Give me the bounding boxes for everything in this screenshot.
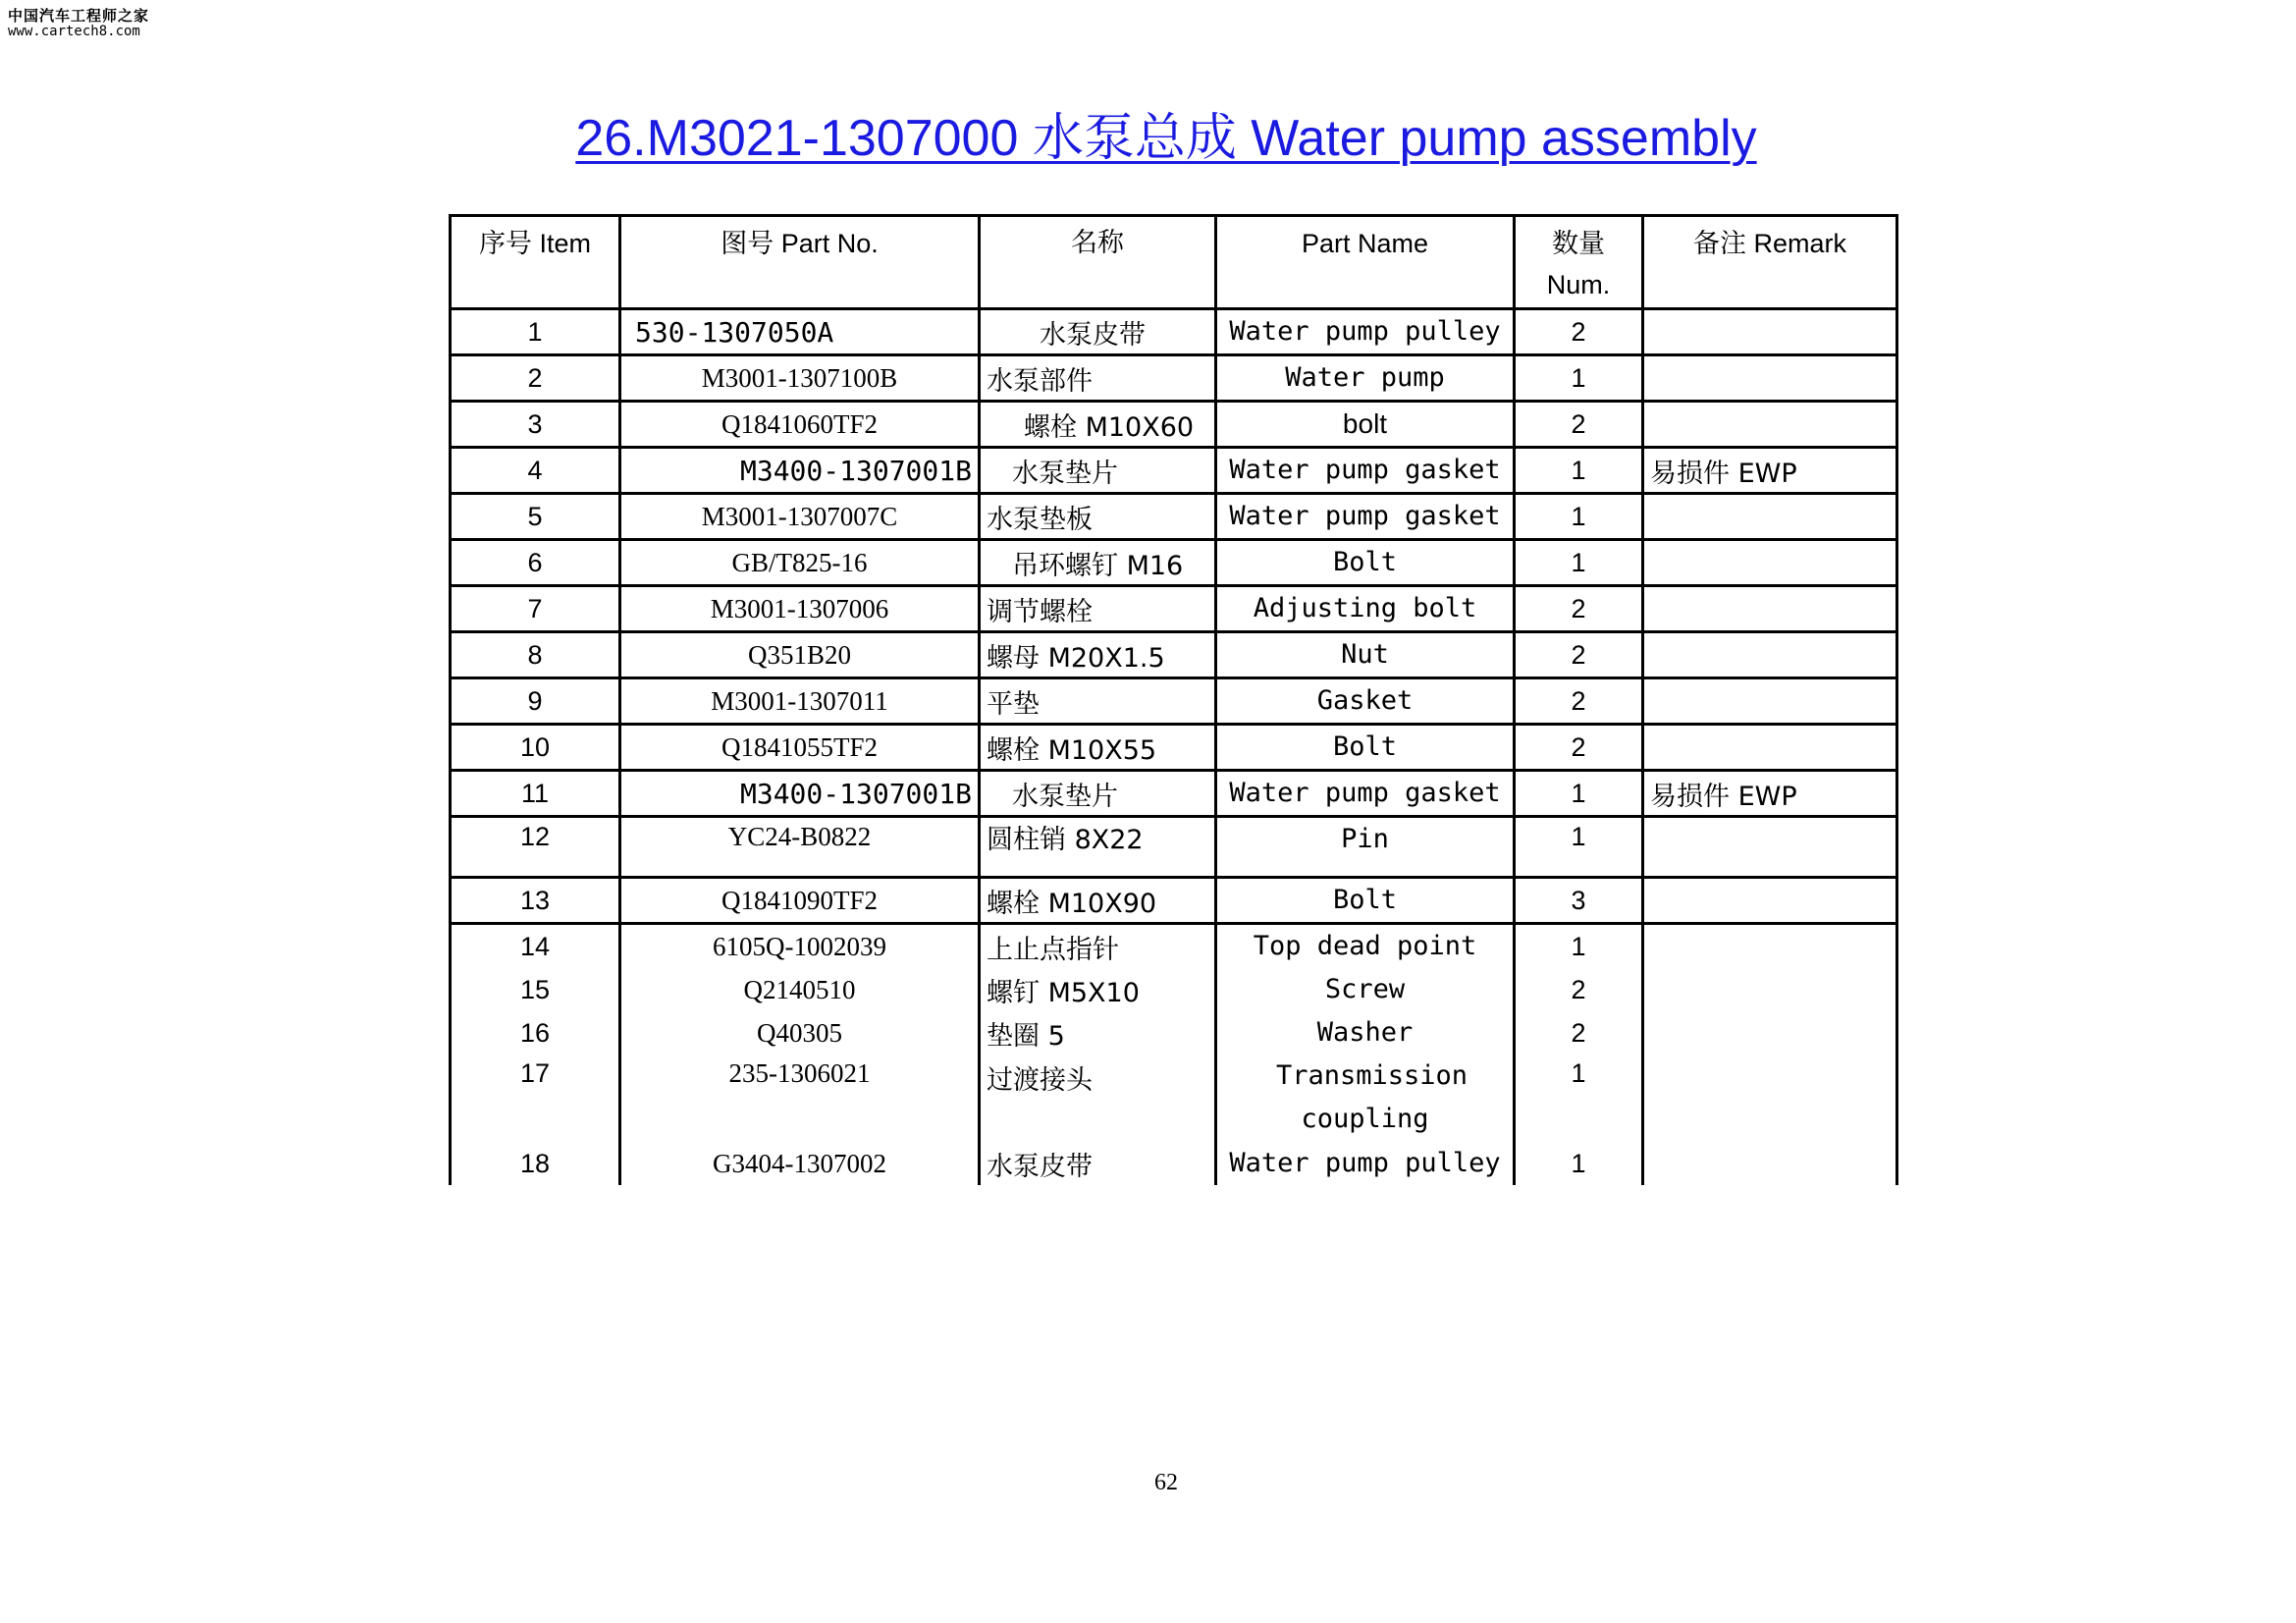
cell-item: 7 bbox=[451, 586, 620, 632]
table-row bbox=[451, 1142, 1897, 1185]
cell-name-cn: 水泵部件 bbox=[980, 355, 1216, 402]
table-row bbox=[451, 632, 1897, 678]
cell-remark: 易损件 EWP bbox=[1643, 771, 1897, 817]
cell-item: 15 bbox=[451, 968, 620, 1011]
header-num: 数量 Num. bbox=[1515, 216, 1643, 309]
cell-part-name: Gasket bbox=[1216, 678, 1515, 725]
header-part-name: Part Name bbox=[1216, 216, 1515, 309]
cell-part-name: Bolt bbox=[1216, 540, 1515, 586]
cell-num: 1 bbox=[1515, 1055, 1643, 1142]
cell-name-cn: 螺钉 M5X10 bbox=[980, 968, 1216, 1011]
cell-part-name: Pin bbox=[1216, 817, 1515, 878]
table-row bbox=[451, 448, 1897, 494]
cell-part-no: Q351B20 bbox=[620, 632, 980, 678]
cell-part-no: M3001-1307006 bbox=[620, 586, 980, 632]
table-row bbox=[451, 1055, 1897, 1142]
cell-num: 2 bbox=[1515, 678, 1643, 725]
table-row bbox=[451, 968, 1897, 1011]
cell-remark bbox=[1643, 968, 1897, 1011]
table-row bbox=[451, 355, 1897, 402]
cell-item: 10 bbox=[451, 725, 620, 771]
cell-part-no: 6105Q-1002039 bbox=[620, 924, 980, 969]
document-title[interactable]: 26.M3021-1307000 水泵总成 Water pump assembly bbox=[575, 110, 1757, 167]
cell-part-no: 235-1306021 bbox=[620, 1055, 980, 1142]
cell-part-name: Top dead point bbox=[1216, 924, 1515, 969]
cell-item: 4 bbox=[451, 448, 620, 494]
cell-part-name: Bolt bbox=[1216, 725, 1515, 771]
cell-remark bbox=[1643, 1011, 1897, 1055]
cell-name-cn: 吊环螺钉 M16 bbox=[980, 540, 1216, 586]
cell-num: 1 bbox=[1515, 494, 1643, 540]
cell-part-name: Water pump gasket bbox=[1216, 771, 1515, 817]
cell-item: 13 bbox=[451, 878, 620, 924]
cell-name-cn: 水泵垫片 bbox=[980, 771, 1216, 817]
cell-remark bbox=[1643, 309, 1897, 355]
cell-num: 1 bbox=[1515, 817, 1643, 878]
cell-part-name: Water pump bbox=[1216, 355, 1515, 402]
cell-item: 1 bbox=[451, 309, 620, 355]
cell-remark bbox=[1643, 586, 1897, 632]
cell-remark bbox=[1643, 924, 1897, 969]
cell-name-cn: 平垫 bbox=[980, 678, 1216, 725]
cell-item: 2 bbox=[451, 355, 620, 402]
cell-part-name: Transmission coupling bbox=[1216, 1055, 1515, 1142]
cell-part-no: M3001-1307100B bbox=[620, 355, 980, 402]
cell-remark bbox=[1643, 402, 1897, 448]
cell-item: 3 bbox=[451, 402, 620, 448]
cell-item: 17 bbox=[451, 1055, 620, 1142]
cell-item: 9 bbox=[451, 678, 620, 725]
table-row bbox=[451, 725, 1897, 771]
cell-num: 1 bbox=[1515, 1142, 1643, 1185]
cell-part-name: Adjusting bolt bbox=[1216, 586, 1515, 632]
cell-part-no: 530-1307050A bbox=[620, 309, 980, 355]
cell-num: 2 bbox=[1515, 586, 1643, 632]
cell-part-name: Bolt bbox=[1216, 878, 1515, 924]
cell-num: 1 bbox=[1515, 355, 1643, 402]
header-part-no: 图号 Part No. bbox=[620, 216, 980, 309]
cell-name-cn: 水泵皮带 bbox=[980, 1142, 1216, 1185]
table-row bbox=[451, 878, 1897, 924]
cell-part-name: Washer bbox=[1216, 1011, 1515, 1055]
cell-remark bbox=[1643, 725, 1897, 771]
cell-num: 1 bbox=[1515, 924, 1643, 969]
cell-part-no: Q1841090TF2 bbox=[620, 878, 980, 924]
table-row bbox=[451, 586, 1897, 632]
cell-item: 5 bbox=[451, 494, 620, 540]
cell-part-name: Water pump gasket bbox=[1216, 448, 1515, 494]
cell-part-no: M3001-1307011 bbox=[620, 678, 980, 725]
table-row bbox=[451, 817, 1897, 878]
cell-name-cn: 螺栓 M10X55 bbox=[980, 725, 1216, 771]
cell-name-cn: 上止点指针 bbox=[980, 924, 1216, 969]
cell-item: 16 bbox=[451, 1011, 620, 1055]
cell-part-name: Water pump pulley bbox=[1216, 309, 1515, 355]
cell-name-cn: 水泵垫板 bbox=[980, 494, 1216, 540]
cell-num: 2 bbox=[1515, 1011, 1643, 1055]
cell-name-cn: 圆柱销 8X22 bbox=[980, 817, 1216, 878]
cell-item: 18 bbox=[451, 1142, 620, 1185]
cell-item: 14 bbox=[451, 924, 620, 969]
cell-num: 3 bbox=[1515, 878, 1643, 924]
header-item: 序号 Item bbox=[451, 216, 620, 309]
cell-remark bbox=[1643, 494, 1897, 540]
cell-part-no: YC24-B0822 bbox=[620, 817, 980, 878]
cell-part-no: Q1841055TF2 bbox=[620, 725, 980, 771]
header-remark: 备注 Remark bbox=[1643, 216, 1897, 309]
cell-item: 8 bbox=[451, 632, 620, 678]
cell-name-cn: 水泵皮带 bbox=[980, 309, 1216, 355]
cell-item: 6 bbox=[451, 540, 620, 586]
watermark-site-name: 中国汽车工程师之家 bbox=[8, 7, 150, 25]
cell-item: 12 bbox=[451, 817, 620, 878]
cell-num: 1 bbox=[1515, 540, 1643, 586]
cell-part-name: Water pump gasket bbox=[1216, 494, 1515, 540]
cell-name-cn: 螺栓 M10X60 bbox=[980, 402, 1216, 448]
table-row bbox=[451, 402, 1897, 448]
header-name-cn: 名称 bbox=[980, 216, 1216, 309]
cell-name-cn: 螺栓 M10X90 bbox=[980, 878, 1216, 924]
cell-name-cn: 调节螺栓 bbox=[980, 586, 1216, 632]
cell-num: 2 bbox=[1515, 968, 1643, 1011]
cell-remark bbox=[1643, 540, 1897, 586]
table-header-row bbox=[451, 216, 1897, 309]
cell-part-no: M3001-1307007C bbox=[620, 494, 980, 540]
cell-part-no: GB/T825-16 bbox=[620, 540, 980, 586]
table-row bbox=[451, 924, 1897, 969]
cell-part-name: Water pump pulley bbox=[1216, 1142, 1515, 1185]
cell-part-name: Nut bbox=[1216, 632, 1515, 678]
cell-remark bbox=[1643, 632, 1897, 678]
cell-part-no: Q40305 bbox=[620, 1011, 980, 1055]
table-row bbox=[451, 309, 1897, 355]
cell-remark: 易损件 EWP bbox=[1643, 448, 1897, 494]
cell-item: 11 bbox=[451, 771, 620, 817]
cell-num: 1 bbox=[1515, 771, 1643, 817]
parts-table bbox=[449, 214, 1898, 1185]
cell-part-no: Q1841060TF2 bbox=[620, 402, 980, 448]
table-row bbox=[451, 678, 1897, 725]
cell-num: 2 bbox=[1515, 632, 1643, 678]
cell-name-cn: 水泵垫片 bbox=[980, 448, 1216, 494]
table-row bbox=[451, 494, 1897, 540]
cell-part-no: M3400-1307001B bbox=[620, 448, 980, 494]
table-row bbox=[451, 540, 1897, 586]
watermark-url: www.cartech8.com bbox=[8, 23, 140, 39]
cell-part-name: Screw bbox=[1216, 968, 1515, 1011]
table-row bbox=[451, 1011, 1897, 1055]
cell-num: 2 bbox=[1515, 309, 1643, 355]
cell-part-no: G3404-1307002 bbox=[620, 1142, 980, 1185]
watermark bbox=[8, 8, 149, 39]
cell-part-no: M3400-1307001B bbox=[620, 771, 980, 817]
cell-remark bbox=[1643, 1055, 1897, 1142]
cell-name-cn: 垫圈 5 bbox=[980, 1011, 1216, 1055]
cell-remark bbox=[1643, 1142, 1897, 1185]
cell-remark bbox=[1643, 878, 1897, 924]
cell-part-no: Q2140510 bbox=[620, 968, 980, 1011]
cell-num: 2 bbox=[1515, 725, 1643, 771]
cell-name-cn: 过渡接头 bbox=[980, 1055, 1216, 1142]
table-row bbox=[451, 771, 1897, 817]
cell-remark bbox=[1643, 678, 1897, 725]
cell-remark bbox=[1643, 355, 1897, 402]
cell-name-cn: 螺母 M20X1.5 bbox=[980, 632, 1216, 678]
cell-part-name: bolt bbox=[1216, 402, 1515, 448]
cell-num: 1 bbox=[1515, 448, 1643, 494]
page-number: 62 bbox=[1154, 1470, 1178, 1495]
cell-num: 2 bbox=[1515, 402, 1643, 448]
cell-remark bbox=[1643, 817, 1897, 878]
